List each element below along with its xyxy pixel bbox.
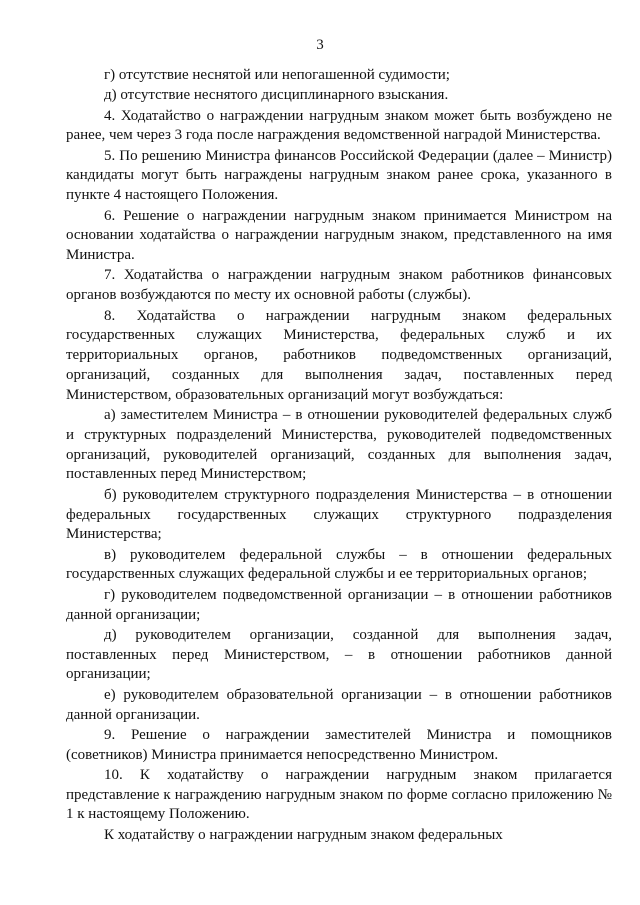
paragraph-item-d-disciplinary: д) отсутствие неснятого дисциплинарного взыскания. — [104, 87, 449, 104]
paragraph-8-b: б) руководителем структурного подразделения Министерства – в отношении федеральных государственных служащих структурного подразделения Министерства; — [66, 486, 612, 543]
paragraph-5: 5. По решению Министра финансов Российской Федерации (далее – Министр) кандидаты могут быть награждены нагрудным знаком ранее срока, указанного в пункте 4 настоящего Положения. — [66, 147, 612, 204]
paragraph-9: 9. Решение о награждении заместителей Министра и помощников (советников) Министра принимается непосредственно Министром. — [66, 726, 612, 763]
paragraph-8-g: г) руководителем подведомственной организации – в отношении работников данной организации; — [66, 586, 612, 623]
paragraph-8-a: а) заместителем Министра – в отношении руководителей федеральных служб и структурных подразделений Министерства, руководителей подведомственных организаций, руководителей организаций, созданных для выполнения задач, поставленных перед Министерством; — [66, 407, 612, 483]
paragraph-8-e: е) руководителем образовательной организации – в отношении работников данной организации. — [66, 686, 612, 723]
paragraph-8: 8. Ходатайства о награждении нагрудным знаком федеральных государственных служащих Министерства, федеральных служб и их территориальных органов, работников подведомственных организаций, организаций, созданных для выполнения задач, поставленных перед Министерством, образовательных организаций могут возбуждаться: — [66, 307, 612, 403]
paragraph-8-d: д) руководителем организации, созданной для выполнения задач, поставленных перед Министерством, – в отношении работников данной организации; — [66, 626, 612, 683]
paragraph-6: 6. Решение о награждении нагрудным знаком принимается Министром на основании ходатайства о награждении нагрудным знаком, представленного на имя Министра. — [66, 207, 612, 264]
document-body — [66, 66, 612, 846]
paragraph-4: 4. Ходатайство о награждении нагрудным знаком может быть возбуждено не ранее, чем через 3 года после награждения ведомственной наградой Министерства. — [66, 107, 612, 144]
paragraph-8-v: в) руководителем федеральной службы – в отношении федеральных государственных служащих федеральной службы и ее территориальных органов; — [66, 546, 612, 583]
paragraph-item-g-criminal-record: г) отсутствие неснятой или непогашенной судимости; — [104, 67, 450, 83]
paragraph-10-continuation: К ходатайству о награждении нагрудным знаком федеральных — [104, 826, 503, 843]
paragraph-7: 7. Ходатайства о награждении нагрудным знаком работников финансовых органов возбуждаются по месту их основной работы (службы). — [66, 267, 612, 304]
paragraph-10: 10. К ходатайству о награждении нагрудным знаком прилагается представление к награждению нагрудным знаком по форме согласно приложению № 1 к настоящему Положению. — [66, 766, 612, 823]
page-number: 3 — [316, 37, 324, 53]
